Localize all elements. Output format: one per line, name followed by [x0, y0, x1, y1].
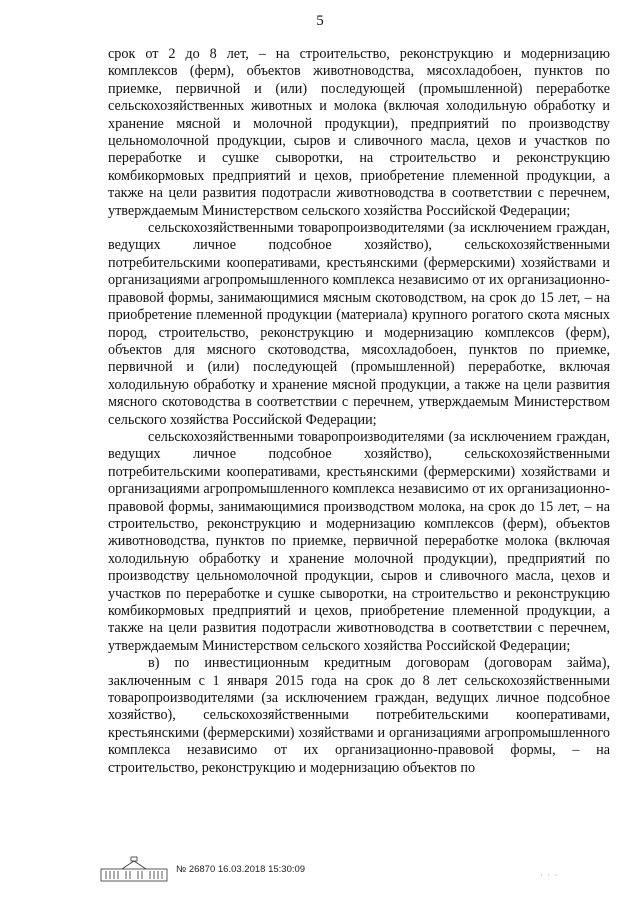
registration-stamp: № 26870 16.03.2018 15:30:09 — [176, 863, 306, 875]
paragraph: сельскохозяйственными товаропроизводителями (за исключением граждан, ведущих личное подсобное хозяйство), сельскохозяйственными потребительскими кооперативами, крестьянскими (фермерскими) хозяйствами и организациями агропромышленного комплекса независимо от их организационно-правовой формы, занимающимися мясным скотоводством, на срок до 15 лет, – на приобретение племенной продукции (материала) крупного рогатого скота мясных пород, строительство, реконструкцию и модернизацию комплексов (ферм), объектов для мясного скотоводства, мясохладобоен, пунктов по приемке, первичной и (или) последующей (промышленной) переработке, включая холодильную обработку и хранение мясной продукции, а также на цели развития мясного скотоводства в соответствии с перечнем, утверждаемым Министерством сельского хозяйства Российской Федерации; — [108, 220, 610, 428]
scan-artifact: · · · — [540, 870, 559, 880]
government-building-icon — [100, 855, 168, 883]
paragraph: сельскохозяйственными товаропроизводителями (за исключением граждан, ведущих личное подсобное хозяйство), сельскохозяйственными потребительскими кооперативами, крестьянскими (фермерскими) хозяйствами и организациями агропромышленного комплекса независимо от их организационно-правовой формы, занимающимися производством молока, на срок до 15 лет, – на строительство, реконструкцию и модернизацию комплексов (ферм), объектов животноводства, пунктов по приемке, первичной переработке молока (включая холодильную обработку и хранение молочной продукции), предприятий по производству цельномолочной продукции, сыров и сливочного масла, цехов и участков по переработке и сушке сыворотки, на строительство и реконструкцию комбикормовых предприятий и цехов, приобретение племенной продукции, а также на цели развития подотрасли животноводства в соответствии с перечнем, утверждаемым Министерством сельского хозяйства Российской Федерации; — [108, 428, 610, 654]
page-number: 5 — [316, 13, 324, 29]
paragraph: срок от 2 до 8 лет, – на строительство, реконструкцию и модернизацию комплексов (ферм), объектов животноводства, мясохладобоен, пунктов по приемке, первичной и (или) последующей (промышленной) переработке сельскохозяйственных животных и молока (включая холодильную обработку и хранение мясной и молочной продукции), предприятий по производству цельномолочной продукции, сыров и сливочного масла, цехов и участков по переработке и сушке сыворотки, на строительство и реконструкцию комбикормовых предприятий и цехов, приобретение племенной продукции, а также на цели развития подотрасли животноводства в соответствии с перечнем, утверждаемым Министерством сельского хозяйства Российской Федерации; — [108, 46, 610, 219]
paragraph: в) по инвестиционным кредитным договорам (договорам займа), заключенным с 1 января 2015 года на срок до 8 лет сельскохозяйственными товаропроизводителями (за исключением граждан, ведущих личное подсобное хозяйство), сельскохозяйственными потребительскими кооперативами, крестьянскими (фермерскими) хозяйствами и организациями агропромышленного комплекса независимо от их организационно-правовой формы, – на строительство, реконструкцию и модернизацию объектов по — [108, 655, 610, 776]
document-registration-footer — [100, 855, 305, 883]
document-body — [108, 46, 610, 777]
